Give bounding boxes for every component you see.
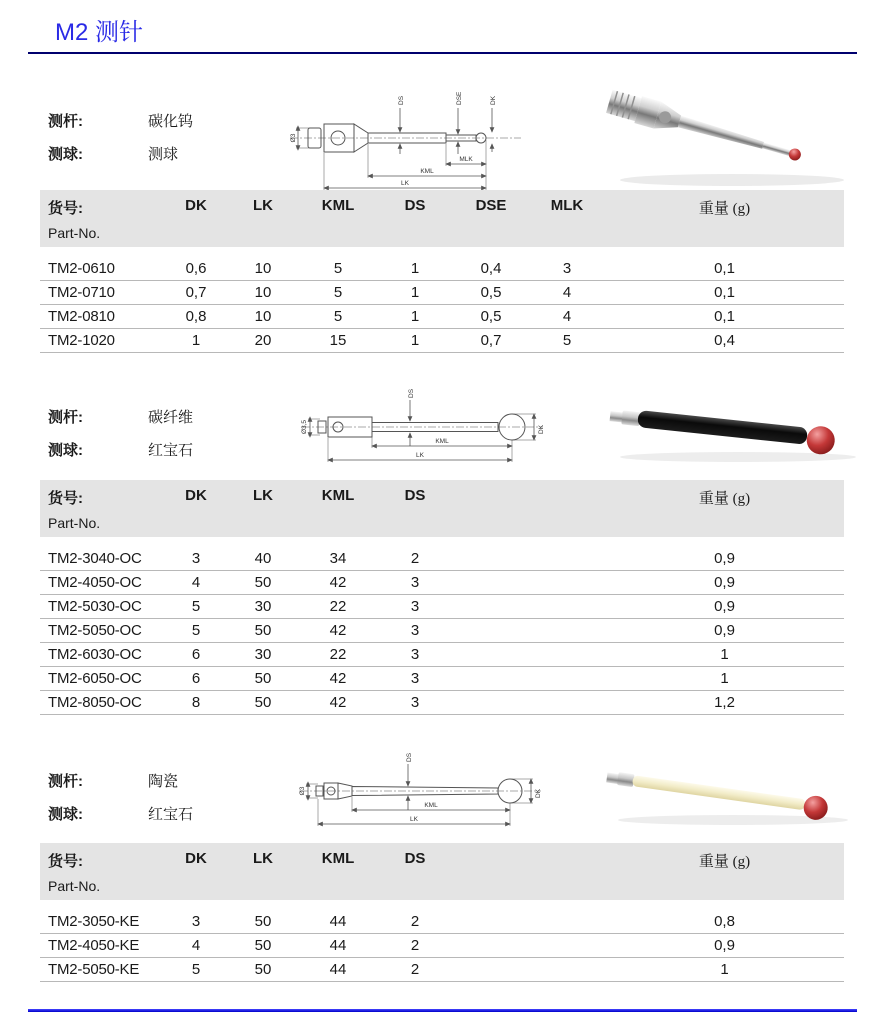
dim-cell: 2 [410, 913, 420, 930]
shaft-material: 陶瓷 [148, 774, 179, 790]
shaft-label: 测杆: [48, 773, 83, 790]
col-header-mlk: MLK [550, 197, 584, 214]
dim-cell: 8 [191, 694, 201, 711]
part-no-subheader: Part-No. [48, 515, 101, 531]
dim-cell: 10 [254, 284, 272, 301]
dim-cell: 42 [329, 670, 347, 687]
dim-cell: 3 [410, 574, 420, 591]
weight-cell: 0,1 [714, 260, 735, 277]
weight-header: 重量 (g) [698, 201, 751, 217]
dim-cell: 44 [329, 913, 347, 930]
ball-material: 测球 [148, 147, 179, 163]
col-header-dk: DK [185, 850, 207, 867]
part-no-cell: TM2-1020 [48, 332, 115, 349]
table-body [40, 257, 844, 353]
ds-label: DS [398, 95, 405, 105]
dim-cell: 2 [410, 937, 420, 954]
part-no-header: 货号: [48, 490, 83, 507]
table-row [40, 281, 844, 305]
table-header [40, 843, 844, 900]
ball-material: 红宝石 [148, 443, 194, 459]
dim-cell: 0,8 [185, 308, 207, 325]
part-no-cell: TM2-0810 [48, 308, 115, 325]
stylus-photo-ceramic [605, 748, 860, 838]
dim-cell: 4 [562, 284, 572, 301]
part-no-cell: TM2-6030-OC [48, 646, 142, 663]
dim-cell: 44 [329, 961, 347, 978]
dim-cell: 3 [191, 913, 201, 930]
kml-label: KML [424, 802, 438, 809]
dia-label: Ø3 [299, 786, 306, 796]
stylus-photo-tungsten [602, 88, 852, 198]
col-header-kml: KML [321, 850, 355, 867]
dim-cell: 4 [562, 308, 572, 325]
dim-cell: 44 [329, 937, 347, 954]
dim-cell: 50 [254, 670, 272, 687]
table-row [40, 958, 844, 982]
table-row [40, 257, 844, 281]
dim-cell: 0,7 [185, 284, 207, 301]
dim-cell: 4 [191, 937, 201, 954]
dim-cell: 3 [191, 550, 201, 567]
dim-cell: 42 [329, 574, 347, 591]
dim-cell: 30 [254, 598, 272, 615]
part-no-cell: TM2-0710 [48, 284, 115, 301]
table-row [40, 595, 844, 619]
title-rule [28, 52, 857, 54]
kml-label: KML [435, 438, 449, 445]
dim-cell: 0,5 [480, 308, 502, 325]
part-no-cell: TM2-3040-OC [48, 550, 142, 567]
dia-label: Ø3,5 [301, 419, 308, 435]
table-row [40, 643, 844, 667]
table-row [40, 305, 844, 329]
table-row [40, 571, 844, 595]
shaft-material: 碳化钨 [148, 114, 194, 130]
spec-table-3 [40, 843, 844, 982]
col-header-lk: LK [253, 197, 273, 214]
dim-cell: 2 [410, 550, 420, 567]
dim-cell: 5 [333, 284, 343, 301]
col-header-ds: DS [404, 197, 426, 214]
dim-cell: 15 [329, 332, 347, 349]
dim-cell: 5 [191, 622, 201, 639]
dim-cell: 42 [329, 622, 347, 639]
dim-cell: 4 [191, 574, 201, 591]
lk-label: LK [410, 816, 418, 823]
dk-label: DK [538, 424, 545, 434]
page-title: M2 测针 [55, 19, 144, 46]
dim-cell: 5 [562, 332, 572, 349]
part-no-cell: TM2-0610 [48, 260, 115, 277]
dim-cell: 1 [410, 260, 420, 277]
table-header [40, 480, 844, 537]
shaft-label: 测杆: [48, 113, 83, 130]
dim-cell: 0,7 [480, 332, 502, 349]
table-row [40, 547, 844, 571]
ball-label: 测球: [48, 806, 83, 823]
dim-cell: 50 [254, 937, 272, 954]
col-header-empty [529, 850, 605, 871]
dim-cell: 0,5 [480, 284, 502, 301]
dim-cell: 3 [410, 598, 420, 615]
col-header-empty [453, 850, 529, 871]
col-header-lk: LK [253, 487, 273, 504]
dim-cell: 5 [191, 598, 201, 615]
shaft-label: 测杆: [48, 409, 83, 426]
dim-cell: 2 [410, 961, 420, 978]
dk-label: DK [490, 95, 497, 105]
spec-table-1 [40, 190, 844, 353]
part-no-cell: TM2-5050-OC [48, 622, 142, 639]
dim-cell: 3 [410, 646, 420, 663]
part-no-cell: TM2-4050-OC [48, 574, 142, 591]
col-header-empty [453, 487, 529, 508]
dim-cell: 1 [191, 332, 201, 349]
weight-cell: 0,1 [714, 308, 735, 325]
dim-cell: 5 [333, 308, 343, 325]
weight-cell: 1,2 [714, 694, 735, 711]
spec-table-2 [40, 480, 844, 715]
col-header-empty [529, 487, 605, 508]
weight-cell: 1 [720, 670, 729, 687]
stylus-diagram-3 [298, 750, 543, 837]
col-header-kml: KML [321, 197, 355, 214]
table-row [40, 619, 844, 643]
dim-cell: 30 [254, 646, 272, 663]
part-no-cell: TM2-4050-KE [48, 937, 140, 954]
part-no-cell: TM2-5030-OC [48, 598, 142, 615]
table-row [40, 910, 844, 934]
table-row [40, 329, 844, 353]
col-header-kml: KML [321, 487, 355, 504]
ball-material: 红宝石 [148, 807, 194, 823]
part-no-cell: TM2-5050-KE [48, 961, 140, 978]
ball-label: 测球: [48, 146, 83, 163]
part-no-subheader: Part-No. [48, 878, 101, 894]
dim-cell: 3 [410, 622, 420, 639]
weight-cell: 0,1 [714, 284, 735, 301]
weight-cell: 0,9 [714, 937, 735, 954]
dim-cell: 50 [254, 622, 272, 639]
col-header-lk: LK [253, 850, 273, 867]
dim-cell: 50 [254, 694, 272, 711]
shaft-material: 碳纤维 [148, 410, 194, 426]
col-header-ds: DS [404, 850, 426, 867]
dim-cell: 3 [410, 694, 420, 711]
materials-block-3 [48, 770, 193, 836]
footer-rule [28, 1009, 857, 1012]
part-no-cell: TM2-8050-OC [48, 694, 142, 711]
weight-cell: 1 [720, 961, 729, 978]
dim-cell: 5 [191, 961, 201, 978]
dim-cell: 50 [254, 961, 272, 978]
lk-label: LK [416, 452, 424, 459]
part-no-cell: TM2-3050-KE [48, 913, 140, 930]
dk-label: DK [535, 788, 542, 798]
weight-header: 重量 (g) [698, 854, 751, 870]
dia-label: Ø3 [290, 133, 297, 143]
weight-cell: 0,8 [714, 913, 735, 930]
kml-label: KML [420, 168, 434, 175]
weight-cell: 1 [720, 646, 729, 663]
ball-label: 测球: [48, 442, 83, 459]
stylus-diagram-2 [300, 386, 545, 473]
dim-cell: 3 [562, 260, 572, 277]
stylus-diagram-1 [288, 84, 523, 197]
lk-label: LK [401, 180, 409, 187]
dim-cell: 10 [254, 260, 272, 277]
dim-cell: 22 [329, 598, 347, 615]
ds-label: DS [408, 388, 415, 398]
part-no-subheader: Part-No. [48, 225, 101, 241]
weight-cell: 0,9 [714, 550, 735, 567]
dim-cell: 20 [254, 332, 272, 349]
dim-cell: 42 [329, 694, 347, 711]
table-body [40, 547, 844, 715]
table-row [40, 934, 844, 958]
weight-cell: 0,9 [714, 574, 735, 591]
dim-cell: 34 [329, 550, 347, 567]
stylus-photo-carbon-fiber [608, 383, 863, 473]
weight-cell: 0,4 [714, 332, 735, 349]
weight-cell: 0,9 [714, 622, 735, 639]
dim-cell: 1 [410, 332, 420, 349]
dim-cell: 50 [254, 574, 272, 591]
dim-cell: 3 [410, 670, 420, 687]
col-header-dk: DK [185, 197, 207, 214]
dim-cell: 1 [410, 284, 420, 301]
table-body [40, 910, 844, 982]
dim-cell: 40 [254, 550, 272, 567]
dim-cell: 10 [254, 308, 272, 325]
col-header-dse: DSE [475, 197, 507, 214]
dim-cell: 0,6 [185, 260, 207, 277]
dim-cell: 0,4 [480, 260, 502, 277]
part-no-cell: TM2-6050-OC [48, 670, 142, 687]
weight-cell: 0,9 [714, 598, 735, 615]
table-row [40, 691, 844, 715]
materials-block-1 [48, 110, 193, 176]
dim-cell: 6 [191, 670, 201, 687]
dim-cell: 22 [329, 646, 347, 663]
col-header-dk: DK [185, 487, 207, 504]
ds-label: DS [406, 752, 413, 762]
dim-cell: 5 [333, 260, 343, 277]
mlk-label: MLK [459, 156, 473, 163]
dim-cell: 6 [191, 646, 201, 663]
dim-cell: 1 [410, 308, 420, 325]
part-no-header: 货号: [48, 853, 83, 870]
weight-header: 重量 (g) [698, 491, 751, 507]
dim-cell: 50 [254, 913, 272, 930]
part-no-header: 货号: [48, 200, 83, 217]
col-header-ds: DS [404, 487, 426, 504]
dse-label: DSE [456, 91, 463, 105]
materials-block-2 [48, 406, 193, 472]
table-row [40, 667, 844, 691]
table-header [40, 190, 844, 247]
